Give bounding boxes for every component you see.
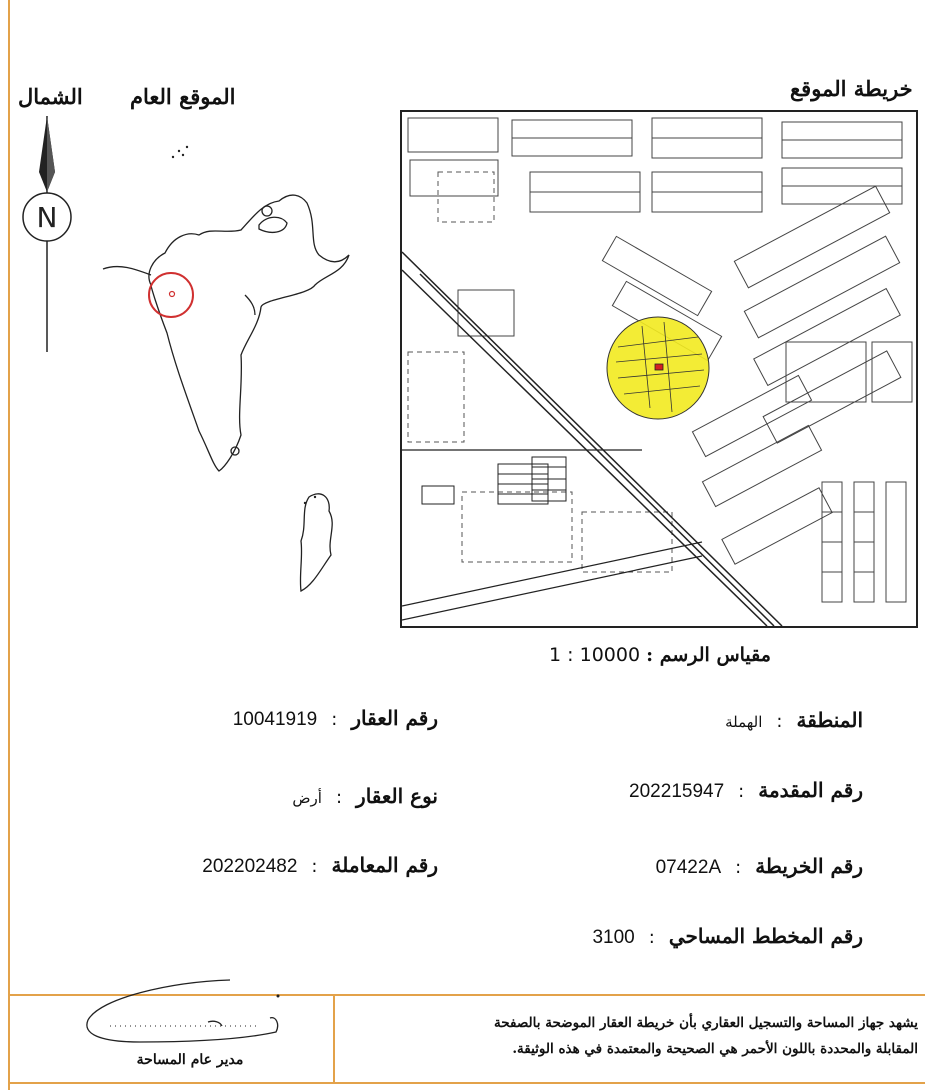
scale-label: مقياس الرسم : <box>646 644 771 666</box>
scale-line <box>540 644 780 666</box>
compass-letter: N <box>36 201 58 234</box>
signature <box>80 976 300 1056</box>
field-transaction-number-value: 202202482 <box>202 856 298 877</box>
site-map <box>402 112 916 626</box>
footer-divider <box>333 994 335 1084</box>
field-property-type: نوع العقار:أرض <box>292 784 438 808</box>
locator-circle <box>149 273 193 317</box>
field-region-value: الهملة <box>725 714 763 731</box>
field-map-number: رقم الخريطة:07422A <box>655 854 863 878</box>
site-map-frame <box>400 110 918 628</box>
field-application-number-value: 202215947 <box>629 781 725 802</box>
frame-bottom-border <box>8 1082 925 1084</box>
frame-left-border <box>8 0 10 1090</box>
field-region-label: المنطقة <box>796 708 863 732</box>
certification-statement <box>350 1010 918 1062</box>
field-survey-plan-number-value: 3100 <box>592 927 635 948</box>
field-property-type-label: نوع العقار <box>356 784 438 808</box>
north-arrow <box>16 112 80 357</box>
field-survey-plan-number-label: رقم المخطط المساحي <box>668 924 863 948</box>
field-property-number-label: رقم العقار <box>351 706 438 730</box>
field-application-number: رقم المقدمة:202215947 <box>629 778 863 802</box>
field-application-number-label: رقم المقدمة <box>758 778 863 802</box>
field-property-type-value: أرض <box>292 790 322 807</box>
muharraq-outline <box>259 217 287 232</box>
field-property-number-value: 10041919 <box>232 709 318 730</box>
certification-line-1: يشهد جهاز المساحة والتسجيل العقاري بأن خريطة العقار الموضحة بالصفحة <box>494 1015 918 1031</box>
field-transaction-number: رقم المعاملة:202202482 <box>202 853 438 877</box>
signature-title: مدير عام المساحة <box>136 1052 244 1068</box>
field-survey-plan-number: رقم المخطط المساحي:3100 <box>592 924 863 948</box>
main-island-outline <box>149 195 349 471</box>
field-transaction-number-label: رقم المعاملة <box>331 853 438 877</box>
certification-line-2: المقابلة والمحددة باللون الأحمر هي الصحيحة والمعتمدة في هذه الوثيقة. <box>512 1041 918 1057</box>
general-location-header: الموقع العام <box>130 84 236 109</box>
general-location-map <box>95 135 355 595</box>
scale-value: 1 : 10000 <box>549 644 641 666</box>
subject-property-marker <box>655 364 663 370</box>
site-map-header: خريطة الموقع <box>790 76 913 101</box>
field-map-number-label: رقم الخريطة <box>755 854 863 878</box>
field-map-number-value: 07422A <box>655 857 722 878</box>
hawar-islands-outline <box>300 494 332 591</box>
field-region: المنطقة:الهملة <box>725 708 863 732</box>
north-header: الشمال <box>18 84 83 109</box>
field-property-number: رقم العقار:10041919 <box>232 706 438 730</box>
